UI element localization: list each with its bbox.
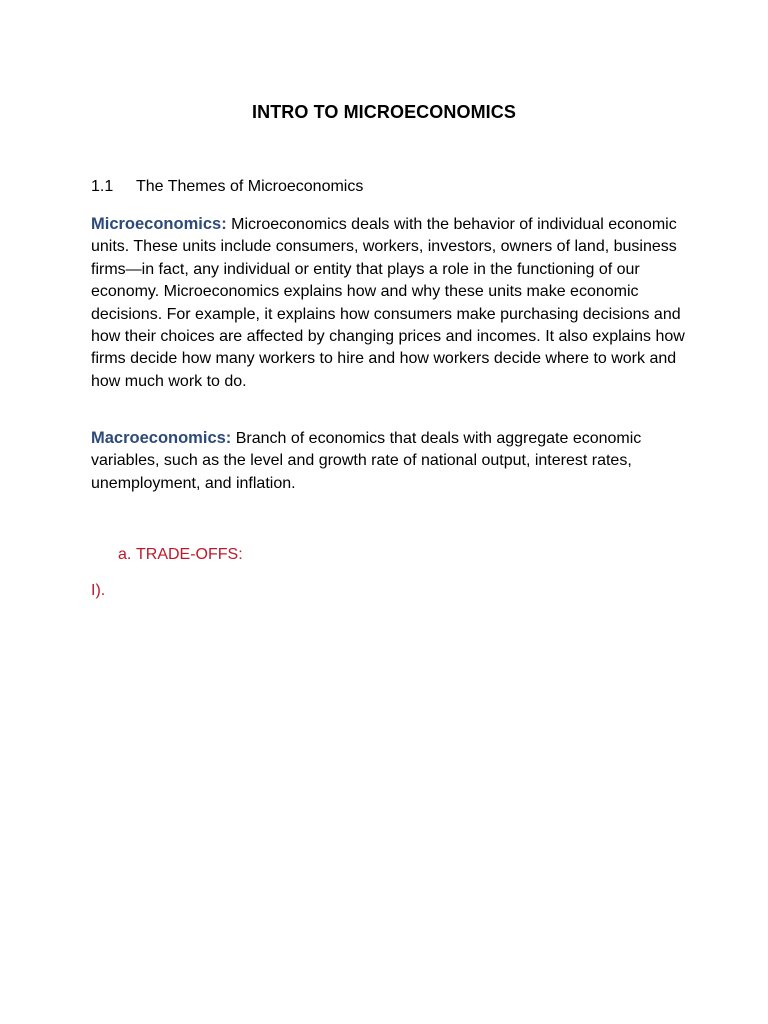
document-title: INTRO TO MICROECONOMICS bbox=[252, 102, 516, 122]
list-item-label: TRADE-OFFS: bbox=[136, 546, 243, 563]
section-title: The Themes of Microeconomics bbox=[136, 178, 364, 195]
sub-list-marker: I). bbox=[91, 582, 106, 599]
section-heading bbox=[91, 176, 363, 198]
list-marker: a. bbox=[118, 546, 132, 563]
section-number: 1.1 bbox=[91, 178, 114, 195]
paragraph-macroeconomics bbox=[91, 427, 691, 495]
term-macroeconomics: Macroeconomics: bbox=[91, 429, 232, 447]
paragraph-microeconomics bbox=[91, 213, 691, 393]
list-item-trade-offs bbox=[118, 544, 243, 566]
definition-microeconomics: Microeconomics deals with the behavior of individual economic units. These units include consumers, workers, investors, owners of land, business firms—in fact, any individual or entity that plays a role in the functioning of our economy. Microeconomics explains how and why these units make economic decisions. For example, it explains how consumers make purchasing decisions and how their choices are affected by changing prices and incomes. It also explains how firms decide how many workers to hire and how workers decide where to work and how much work to do. bbox=[91, 216, 685, 390]
term-microeconomics: Microeconomics: bbox=[91, 215, 227, 233]
definition-macroeconomics: Branch of economics that deals with aggregate economic variables, such as the level and growth rate of national output, interest rates, unemployment, and inflation. bbox=[91, 430, 642, 492]
